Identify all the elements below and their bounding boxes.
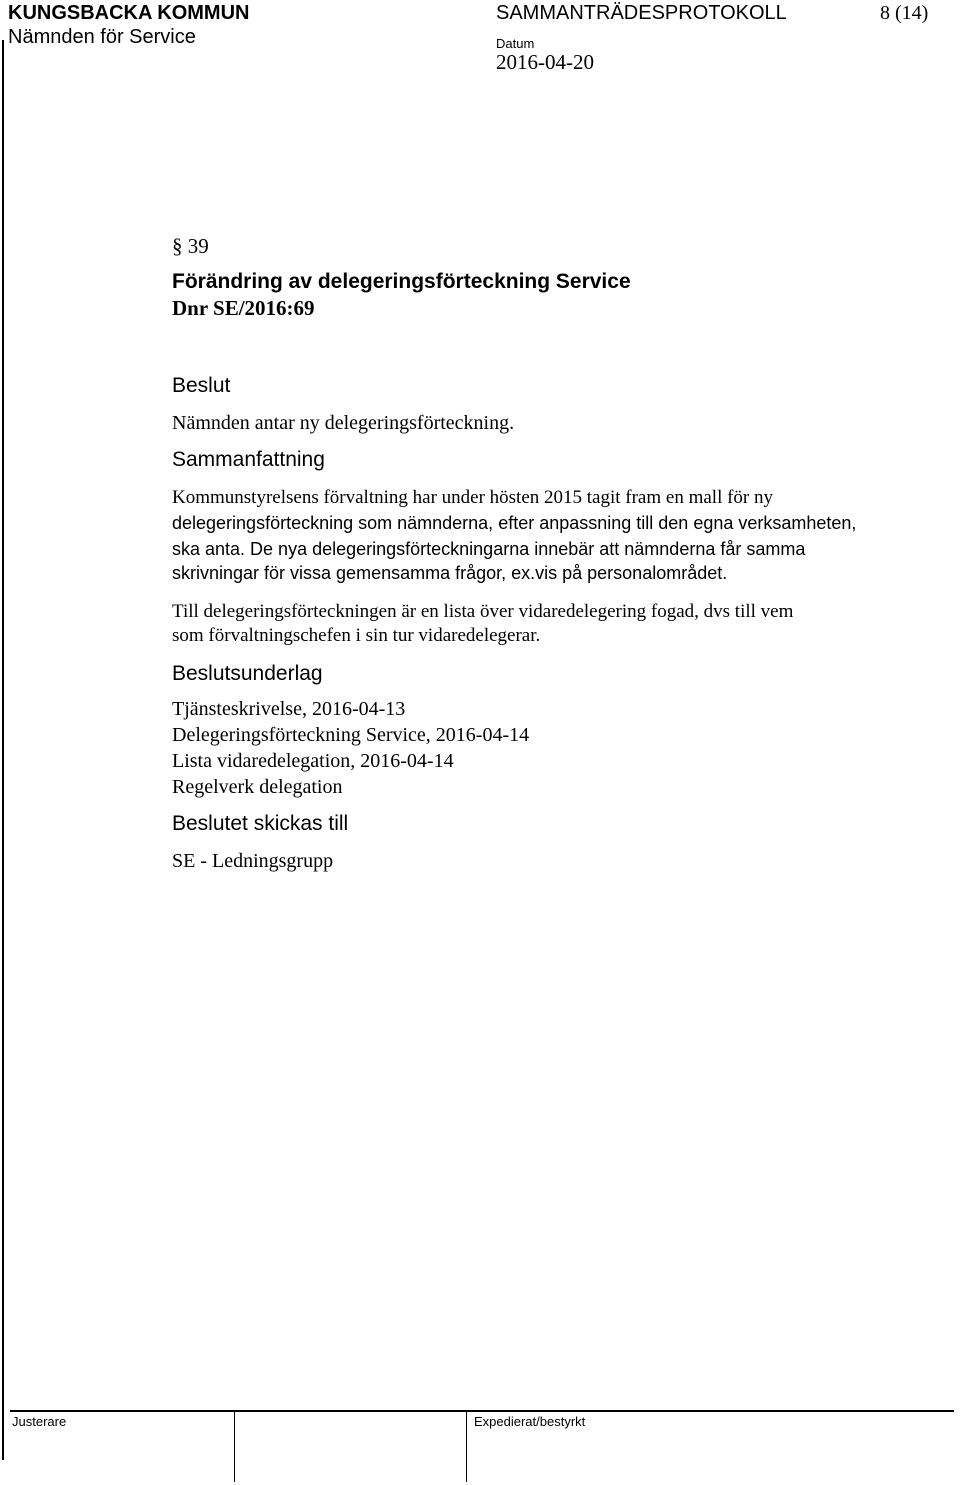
paragraph-sign: § — [172, 234, 183, 258]
date-label: Datum — [496, 36, 535, 51]
footer-divider — [234, 1410, 235, 1482]
section-number — [172, 234, 209, 259]
summary-line: Till delegeringsförteckningen är en lista över vidaredelegering fogad, dvs till vem — [172, 601, 794, 622]
beslutsunderlag-heading: Beslutsunderlag — [172, 662, 323, 685]
underlag-item: Lista vidaredelegation, 2016-04-14 — [172, 750, 454, 772]
paragraph-number: 39 — [187, 234, 209, 258]
beslut-text: Nämnden antar ny delegeringsförteckning. — [172, 412, 515, 434]
underlag-item: Tjänsteskrivelse, 2016-04-13 — [172, 698, 406, 720]
footer-divider — [466, 1410, 467, 1482]
summary-line: skrivningar för vissa gemensamma frågor, ex.vis på personalområdet. — [172, 563, 728, 583]
summary-line: delegeringsförteckning som nämnderna, efter anpassning till den egna verksamheten, — [172, 513, 857, 533]
section-title: Förändring av delegeringsförteckning Service — [172, 270, 631, 293]
skickas-heading: Beslutet skickas till — [172, 812, 349, 835]
municipality-name: KUNGSBACKA KOMMUN — [8, 2, 250, 24]
left-margin-rule — [2, 40, 4, 1460]
summary-line: ska anta. De nya delegeringsförteckningarna innebär att nämnderna får samma — [172, 539, 806, 559]
case-number: Dnr SE/2016:69 — [172, 296, 315, 320]
footer-rule — [10, 1410, 954, 1412]
underlag-item: Delegeringsförteckning Service, 2016-04-14 — [172, 724, 530, 746]
recipient: SE - Ledningsgrupp — [172, 850, 334, 872]
summary-line: Kommunstyrelsens förvaltning har under hösten 2015 tagit fram en mall för ny — [172, 487, 774, 508]
summary-line: som förvaltningschefen i sin tur vidaredelegerar. — [172, 625, 541, 646]
document-type: SAMMANTRÄDESPROTOKOLL — [496, 2, 787, 24]
board-name: Nämnden för Service — [8, 26, 196, 48]
underlag-item: Regelverk delegation — [172, 776, 343, 798]
page-number: 8 (14) — [880, 2, 929, 24]
expedierat-label: Expedierat/bestyrkt — [474, 1414, 586, 1429]
sammanfattning-heading: Sammanfattning — [172, 448, 325, 471]
justerare-label: Justerare — [12, 1414, 67, 1429]
beslut-heading: Beslut — [172, 374, 231, 397]
date-value: 2016-04-20 — [496, 50, 594, 74]
